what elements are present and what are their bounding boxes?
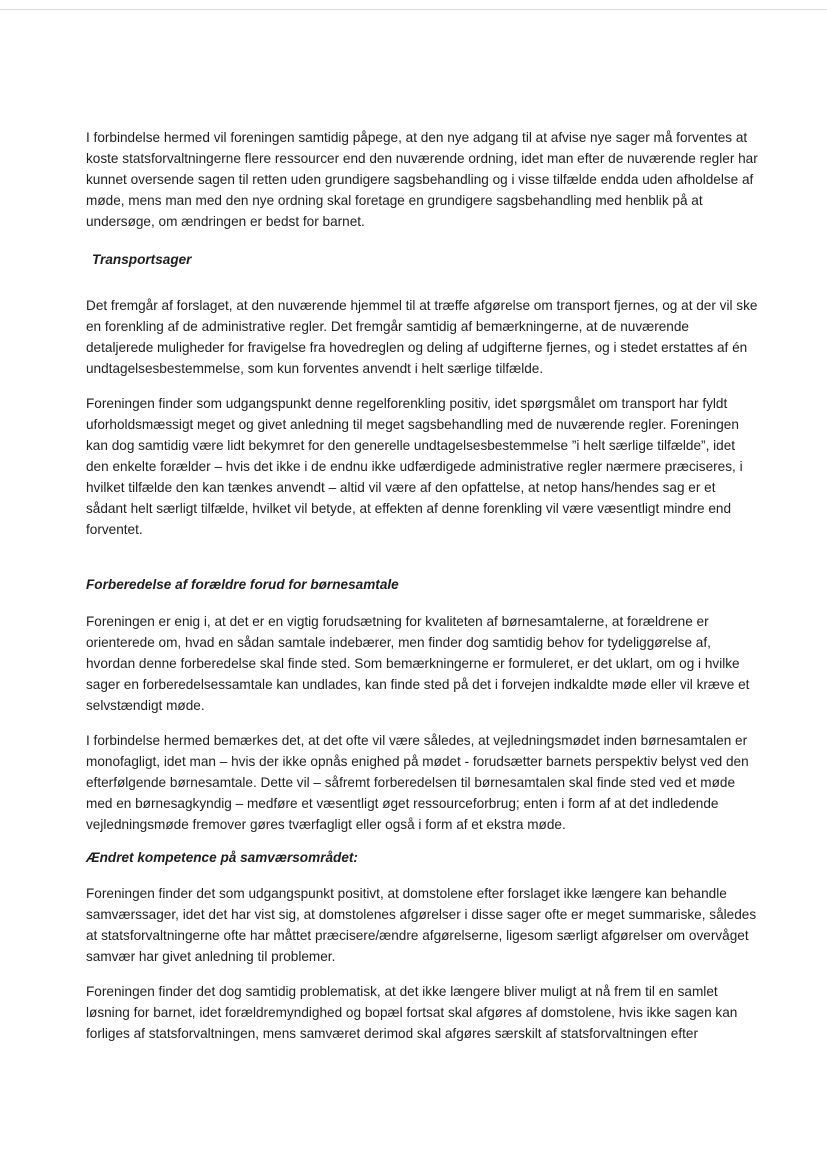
- paragraph-kompetence-2: Foreningen finder det dog samtidig problematisk, at det ikke længere bliver muligt at nå frem til en samlet løsning for barnet, idet forældremyndighed og bopæl fortsat skal afgøres af domstolene, hvis ikke sagen kan forliges af statsforvaltningen, mens samværet derimod skal afgøres særskilt af statsforvaltningen efter: [86, 984, 738, 1041]
- paragraph-transport-2: Foreningen finder som udgangspunkt denne regelforenkling positiv, idet spørgsmålet om transport har fyldt uforholdsmæssigt meget og givet anledning til meget sagsbehandling med de nuværende regler. Foreningen kan dog samtidig være lidt bekymret for den generelle undtagelsesbestemmelse ”i helt særlige tilfælde”, idet den enkelte forælder – hvis det ikke i de endnu ikke udfærdigede administrative regler nærmere præciseres, i hvilket tilfælde den kan tænkes anvendt – altid vil være af den opfattelse, at netop hans/hendes sag er et sådant helt særligt tilfælde, hvilket vil betyde, at effekten af denne forenkling vil være væsentligt mindre end forventet.: [86, 396, 743, 537]
- paragraph-intro: I forbindelse hermed vil foreningen samtidig påpege, at den nye adgang til at afvise nye sager må forventes at koste statsforvaltningerne flere ressourcer end den nuværende ordning, idet man efter de nuværende regler har kunnet oversende sagen til retten uden grundigere sagsbehandling og i visse tilfælde endda uden afholdelse af møde, mens man med den nye ordning skal foretage en grundigere sagsbehandling med henblik på at undersøge, om ændringen er bedst for barnet.: [86, 130, 758, 229]
- paragraph-forberedelse-2: I forbindelse hermed bemærkes det, at det ofte vil være således, at vejledningsmødet inden børnesamtalen er monofagligt, idet man – hvis der ikke opnås enighed på mødet - forudsætter barnets perspektiv belyst ved den efterfølgende børnesamtale. Dette vil – såfremt forberedelsen til børnesamtalen skal finde sted ved et møde med en børnesagkyndig – medføre et væsentligt øget ressourceforbrug; enten i form af at det indledende vejledningsmøde fremover gøres tværfagligt eller også i form af et ekstra møde.: [86, 733, 749, 832]
- heading-kompetence: Ændret kompetence på samværsområdet:: [86, 850, 358, 865]
- document-page: [86, 127, 758, 1058]
- paragraph-forberedelse-1: Foreningen er enig i, at det er en vigtig forudsætning for kvaliteten af børnesamtalerne, at forældrene er orienterede om, hvad en sådan samtale indebærer, men finder dog samtidig behov for tydeliggørelse af, hvordan denne forberedelse skal finde sted. Som bemærkningerne er formuleret, er det uklart, om og i hvilke sager en forberedelsessamtale kan undlades, kan finde sted på det i forvejen indkaldte møde eller vil kræve et selvstændigt møde.: [86, 614, 750, 713]
- heading-transportsager: Transportsager: [92, 252, 192, 267]
- scan-edge-line: [0, 9, 827, 10]
- paragraph-kompetence-1: Foreningen finder det som udgangspunkt positivt, at domstolene efter forslaget ikke længere kan behandle samværssager, idet det har vist sig, at domstolenes afgørelser i disse sager ofte er meget summariske, således at statsforvaltningerne ofte har måttet præcisere/ændre afgørelserne, ligesom særligt afgørelser om overvåget samvær har givet anledning til problemer.: [86, 886, 757, 964]
- paragraph-transport-1: Det fremgår af forslaget, at den nuværende hjemmel til at træffe afgørelse om transport fjernes, og at der vil ske en forenkling af de administrative regler. Det fremgår samtidig af bemærkningerne, at de nuværende detaljerede muligheder for fravigelse fra hovedreglen og deling af udgifterne fjernes, og i stedet erstattes af én undtagelsesbestemmelse, som kun forventes anvendt i helt særlige tilfælde.: [86, 298, 758, 376]
- heading-forberedelse: Forberedelse af forældre forud for børnesamtale: [86, 577, 399, 592]
